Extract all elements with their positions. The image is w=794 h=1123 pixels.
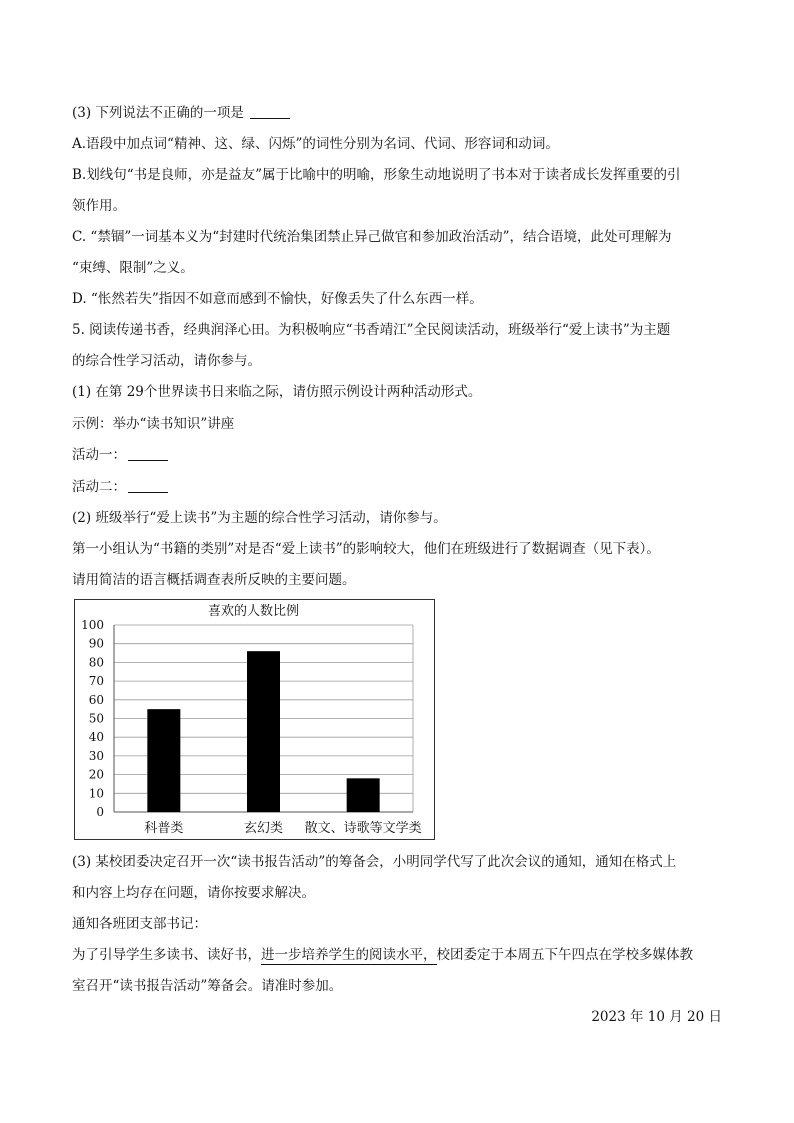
q3-option-d: D. “怅然若失”指因不如意而感到不愉快，好像丢失了什么东西一样。: [72, 291, 483, 307]
q3-stem: (3) 下列说法不正确的一项是: [72, 103, 290, 123]
y-tick-label: 20: [88, 767, 104, 782]
q3-option-b: B.划线句“书是良师，亦是益友”属于比喻中的明喻，形象生动地说明了书本对于读者成长发挥重要的引: [72, 167, 681, 183]
q5-example: 示例：举办“读书知识”讲座: [72, 416, 235, 432]
chart-title: 喜欢的人数比例: [207, 604, 300, 619]
notice-date: 2023 年 10 月 20 日: [591, 1009, 722, 1025]
q5-part3-cont: 和内容上均存在问题，请你按要求解决。: [72, 885, 315, 901]
y-tick-label: 60: [88, 692, 104, 707]
notice-body-cont: 室召开“读书报告活动”筹备会。请准时参加。: [72, 978, 343, 994]
answer-blank[interactable]: [128, 478, 168, 493]
y-tick-label: 70: [88, 674, 104, 689]
x-tick-label: 科普类: [144, 821, 184, 836]
q3-option-a: A.语段中加点词“精神、这、绿、闪烁”的词性分别为名词、代词、形容词和动词。: [72, 136, 559, 152]
y-tick-label: 80: [88, 655, 104, 670]
y-tick-label: 0: [96, 805, 104, 819]
activity-one: 活动一：: [72, 445, 168, 465]
q5-part2: (2) 班级举行“爱上读书”为主题的综合性学习活动，请你参与。: [72, 510, 447, 526]
x-tick-label: 玄幻类: [243, 821, 284, 836]
q5-part2-body: 第一小组认为“书籍的类别”对是否“爱上读书”的影响较大，他们在班级进行了数据调查（见下表）。: [72, 541, 660, 557]
q3-option-b-cont: 领作用。: [72, 198, 126, 214]
survey-bar-chart: [74, 599, 435, 840]
y-tick-label: 100: [81, 618, 104, 632]
q5-part3: (3) 某校团委决定召开一次“读书报告活动”的筹备会，小明同学代写了此次会议的通知，通知在格式上: [72, 854, 677, 870]
y-tick-label: 40: [88, 730, 104, 745]
q3-option-c-cont: “束缚、限制”之义。: [72, 260, 194, 276]
q5-part2-body-cont: 请用简洁的语言概括调查表所反映的主要问题。: [72, 572, 356, 588]
x-tick-label: 散文、诗歌等文学类: [304, 821, 422, 836]
activity-two: 活动二：: [72, 477, 168, 497]
answer-blank[interactable]: [250, 104, 290, 119]
q3-option-c: C. “禁锢”一词基本义为“封建时代统治集团禁止异己做官和参加政治活动”，结合语境，此处可理解为: [72, 229, 672, 245]
q5-part1: (1) 在第 29个世界读书日来临之际，请仿照示例设计两种活动形式。: [72, 384, 482, 400]
q5-intro: 5. 阅读传递书香，经典润泽心田。为积极响应“书香靖江”全民阅读活动，班级举行“爱上读书”为主题: [72, 322, 671, 338]
y-tick-label: 50: [88, 711, 104, 726]
bar: [247, 651, 280, 812]
underlined-sentence: 进一步培养学生的阅读水平，: [261, 947, 437, 963]
q5-intro-cont: 的综合性学习活动，请你参与。: [72, 353, 261, 369]
notice-heading: 通知各班团支部书记：: [72, 916, 207, 932]
y-tick-label: 90: [88, 636, 104, 651]
answer-blank[interactable]: [128, 446, 168, 461]
notice-body: 为了引导学生多读书、读好书，进一步培养学生的阅读水平，校团委定于本周五下午四点在学校多媒体教: [72, 947, 693, 963]
bar: [347, 778, 380, 812]
chart-svg: [75, 600, 434, 839]
y-tick-label: 30: [88, 748, 104, 763]
y-tick-label: 10: [88, 786, 104, 801]
bar: [147, 709, 180, 812]
